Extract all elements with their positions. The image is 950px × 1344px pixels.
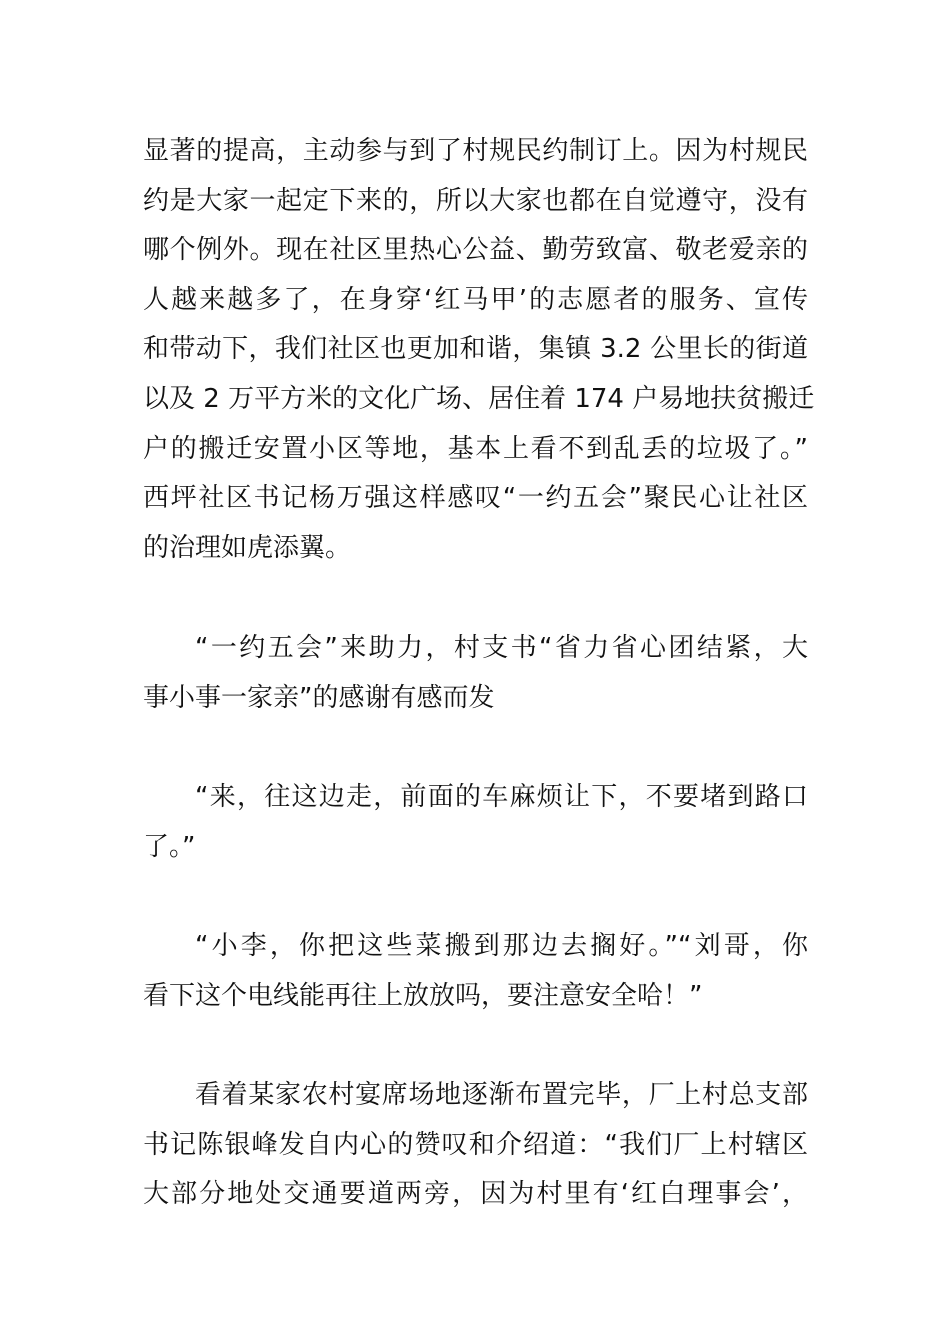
- paragraph-line: “小李，你把这些菜搬到那边去搁好。”“刘哥，你: [195, 931, 808, 961]
- paragraph-line: 西坪社区书记杨万强这样感叹“一约五会”聚民心让社区: [143, 483, 808, 514]
- paragraph-line: 看着某家农村宴席场地逐渐布置完毕，厂上村总支部: [195, 1080, 808, 1110]
- paragraph-line: 显著的提高，主动参与到了村规民约制订上。因为村规民: [143, 136, 808, 166]
- paragraph-line: 了。”: [143, 831, 196, 862]
- paragraph-line: 大部分地处交通要道两旁，因为村里有‘红白理事会’，: [143, 1179, 808, 1210]
- paragraph-line: 哪个例外。现在社区里热心公益、勤劳致富、敬老爱亲的: [143, 235, 808, 266]
- paragraph-4: [143, 922, 808, 1021]
- paragraph-line: 约是大家一起定下来的，所以大家也都在自觉遵守，没有: [143, 185, 808, 216]
- paragraph-line: 和带动下，我们社区也更加和谐，集镇 3.2 公里长的街道: [143, 334, 808, 365]
- paragraph-3: [143, 773, 808, 872]
- paragraph-line: 以及 2 万平方米的文化广场、居住着 174 户易地扶贫搬迁: [143, 383, 815, 414]
- paragraph-line: 的治理如虎添翼。: [143, 532, 352, 563]
- paragraph-2: [143, 624, 808, 723]
- paragraph-line: 人越来越多了，在身穿‘红马甲’的志愿者的服务、宣传: [143, 284, 808, 315]
- paragraph-line: “一约五会”来助力，村支书“省力省心团结紧，大: [195, 633, 808, 663]
- paragraph-line: “来，往这边走，前面的车麻烦让下，不要堵到路口: [195, 782, 808, 812]
- paragraph-line: 户的搬迁安置小区等地，基本上看不到乱丢的垃圾了。”: [143, 433, 808, 464]
- paragraph-line: 看下这个电线能再往上放放吗，要注意安全哈！”: [143, 980, 703, 1011]
- paragraph-line: 书记陈银峰发自内心的赞叹和介绍道：“我们厂上村辖区: [143, 1129, 808, 1160]
- paragraph-line: 事小事一家亲”的感谢有感而发: [143, 682, 495, 713]
- paragraph-1: [143, 127, 815, 573]
- paragraph-5: [143, 1071, 808, 1220]
